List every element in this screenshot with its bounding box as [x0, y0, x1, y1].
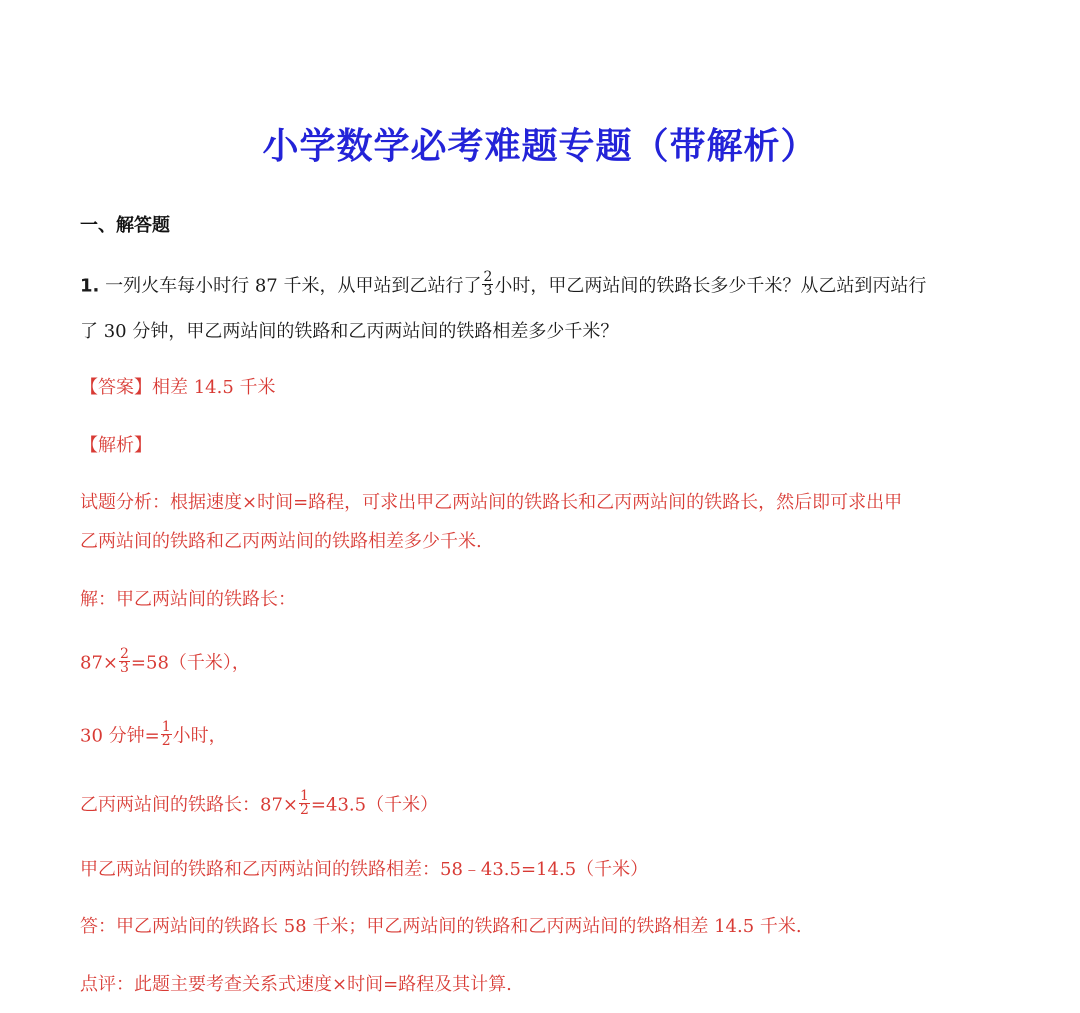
question-line-1 [80, 269, 927, 300]
fraction-two-thirds [482, 271, 493, 298]
analysis-paragraph-line-1: 试题分析：根据速度×时间=路程，可求出甲乙两站间的铁路长和乙丙两站间的铁路长，然后即可求出甲 [80, 492, 903, 513]
fraction-numerator: 1 [300, 788, 309, 804]
fraction-numerator: 2 [120, 646, 129, 662]
solution-step-4: 甲乙两站间的铁路和乙丙两站间的铁路相差：58﹣43.5=14.5（千米） [80, 859, 649, 880]
question-line-2: 了 30 分钟，甲乙两站间的铁路和乙丙两站间的铁路相差多少千米？ [80, 321, 619, 342]
answer-line [80, 376, 276, 400]
fraction-numerator: 1 [161, 719, 171, 735]
fraction-denominator: 3 [483, 283, 493, 299]
step-2-text-b: 小时， [172, 725, 227, 747]
fraction-numerator: 2 [483, 269, 493, 285]
question-number: 1. [80, 275, 100, 297]
fraction-denominator: 2 [300, 802, 309, 818]
fraction-denominator: 3 [120, 660, 129, 676]
question-text-part-1: 一列火车每小时行 87 千米，从甲站到乙站行了 [105, 275, 482, 297]
question-text-part-2: 小时，甲乙两站间的铁路长多少千米？从乙站到丙站行 [494, 275, 927, 297]
page-title: 小学数学必考难题专题（带解析） [262, 126, 818, 167]
step-1-text-b: =58（千米）， [130, 652, 250, 674]
step-1-text-a: 87× [80, 652, 118, 674]
analysis-label: 【解析】 [80, 435, 152, 456]
answer-label: 【答案】 [80, 377, 152, 398]
solution-step-1 [80, 646, 250, 677]
step-2-text-a: 30 分钟= [80, 725, 160, 747]
solution-comment: 点评：此题主要考查关系式速度×时间=路程及其计算. [80, 974, 512, 995]
solution-step-2 [80, 719, 227, 750]
step-3-text-b: =43.5（千米） [310, 794, 439, 816]
section-heading: 一、解答题 [80, 215, 170, 236]
solution-intro: 解：甲乙两站间的铁路长： [80, 589, 296, 610]
analysis-paragraph-line-2: 乙两站间的铁路和乙丙两站间的铁路相差多少千米. [80, 531, 482, 552]
fraction-denominator: 2 [161, 733, 171, 749]
fraction-one-half [299, 790, 310, 817]
solution-step-3 [80, 788, 439, 819]
fraction-one-half [161, 721, 172, 748]
step-3-text-a: 乙丙两站间的铁路长：87× [80, 794, 298, 816]
answer-text: 相差 14.5 千米 [152, 377, 276, 398]
fraction-two-thirds [119, 648, 130, 675]
solution-conclusion: 答：甲乙两站间的铁路长 58 千米；甲乙两站间的铁路和乙丙两站间的铁路相差 14.5 千米. [80, 916, 802, 937]
